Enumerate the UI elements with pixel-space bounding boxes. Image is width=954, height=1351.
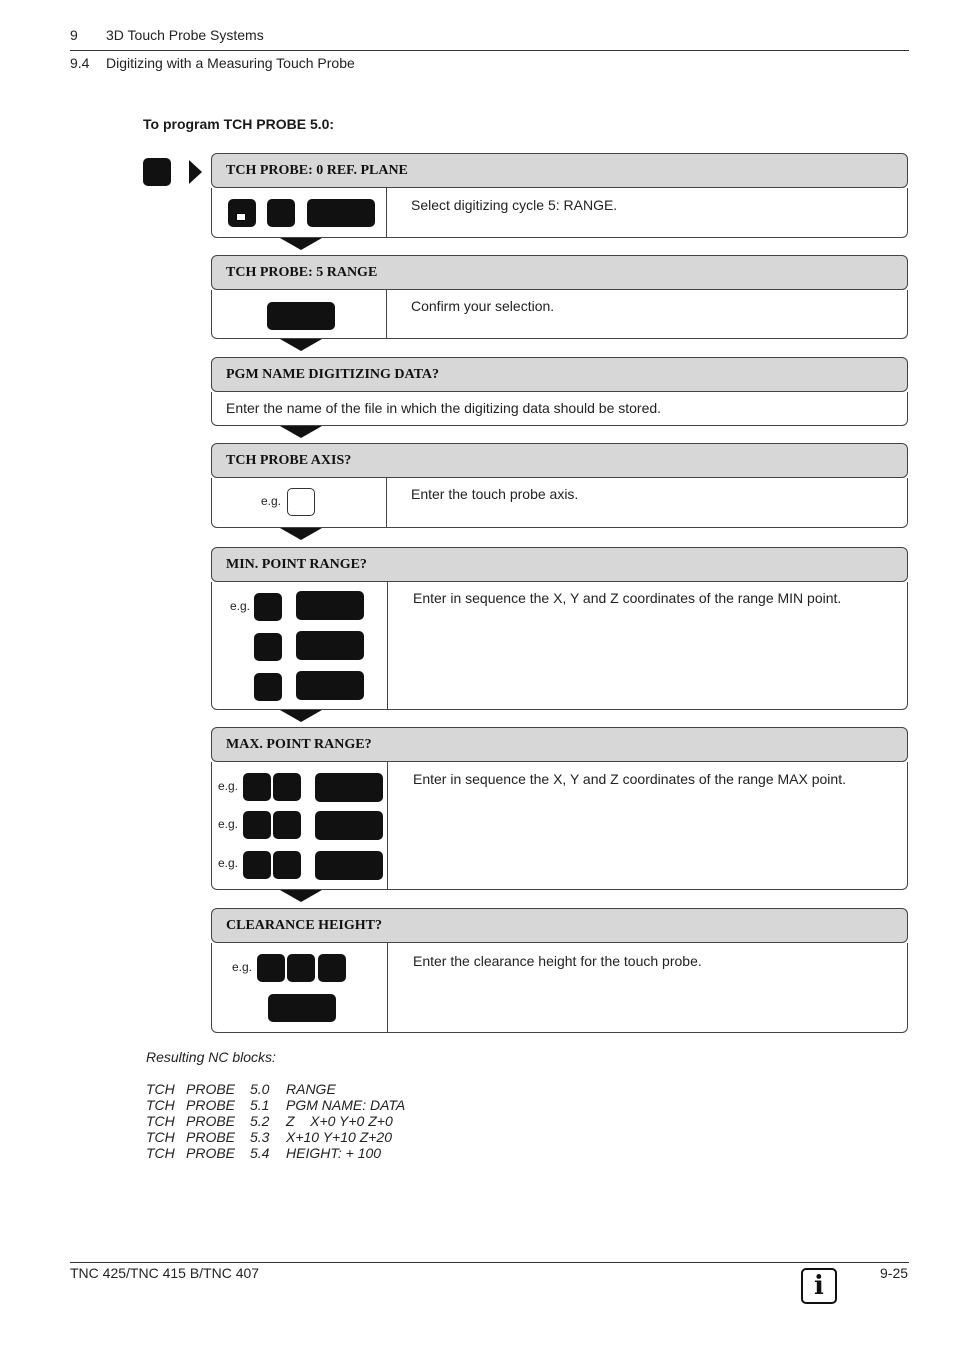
chapter-title: 3D Touch Probe Systems xyxy=(106,27,264,43)
key-icon xyxy=(273,811,301,839)
step5-desc: Enter in sequence the X, Y and Z coordinates of the range MIN point. xyxy=(413,590,842,606)
step7-dialog-head: CLEARANCE HEIGHT? xyxy=(211,908,908,943)
ent-key-icon xyxy=(268,994,336,1022)
key-icon xyxy=(243,773,271,801)
footer-rule xyxy=(70,1262,909,1263)
nc-line: TCH PROBE 5.4 HEIGHT: + 100 xyxy=(146,1145,382,1161)
step6-dialog-head: MAX. POINT RANGE? xyxy=(211,727,908,762)
step3-desc: Enter the name of the file in which the digitizing data should be stored. xyxy=(226,400,662,416)
footer-models: TNC 425/TNC 415 B/TNC 407 xyxy=(70,1265,260,1281)
key-icon xyxy=(254,633,282,661)
eg-label: e.g. xyxy=(232,960,253,974)
info-icon-glyph: i xyxy=(814,1271,824,1301)
key-icon xyxy=(243,811,271,839)
step4-dialog-head: TCH PROBE AXIS? xyxy=(211,443,908,478)
step2-desc: Confirm your selection. xyxy=(411,298,555,314)
key-icon xyxy=(243,851,271,879)
key-icon xyxy=(228,199,256,227)
step7-desc: Enter the clearance height for the touch probe. xyxy=(413,953,702,969)
key-icon xyxy=(267,199,295,227)
key-icon xyxy=(254,593,282,621)
key-icon xyxy=(273,851,301,879)
ent-key-icon xyxy=(296,591,364,620)
ent-key-icon xyxy=(296,631,364,660)
key-icon xyxy=(318,954,346,982)
nc-line: TCH PROBE 5.0 RANGE xyxy=(146,1081,336,1097)
step3-dialog-head: PGM NAME DIGITIZING DATA? xyxy=(211,357,908,392)
flow-arrow-icon xyxy=(280,339,322,351)
step2-body xyxy=(211,290,908,339)
step6-desc: Enter in sequence the X, Y and Z coordinates of the range MAX point. xyxy=(413,771,846,787)
axis-key-icon xyxy=(287,488,315,516)
step5-body xyxy=(211,582,908,710)
ent-key-icon xyxy=(267,302,335,330)
eg-label: e.g. xyxy=(261,494,282,508)
step1-body xyxy=(211,188,908,238)
info-icon xyxy=(801,1268,837,1304)
eg-label: e.g. xyxy=(218,779,239,793)
step5-dialog-head: MIN. POINT RANGE? xyxy=(211,547,908,582)
section-title: Digitizing with a Measuring Touch Probe xyxy=(106,55,355,71)
flow-arrow-icon xyxy=(280,890,322,902)
key-icon xyxy=(257,954,285,982)
step2-dialog-head: TCH PROBE: 5 RANGE xyxy=(211,255,908,290)
step3-body xyxy=(211,392,908,426)
nc-line: TCH PROBE 5.1 PGM NAME: DATA xyxy=(146,1097,406,1113)
nc-line: TCH PROBE 5.3 X+10 Y+10 Z+20 xyxy=(146,1129,392,1145)
nc-line: TCH PROBE 5.2 Z X+0 Y+0 Z+0 xyxy=(146,1113,393,1129)
flow-arrow-icon xyxy=(280,238,322,250)
step1-desc: Select digitizing cycle 5: RANGE. xyxy=(411,197,618,213)
eg-label: e.g. xyxy=(218,856,239,870)
step4-body xyxy=(211,478,908,528)
key-icon xyxy=(287,954,315,982)
step4-desc: Enter the touch probe axis. xyxy=(411,486,579,502)
eg-label: e.g. xyxy=(230,599,251,613)
step6-body xyxy=(211,762,908,890)
page-number: 9-25 xyxy=(880,1265,909,1281)
flow-arrow-icon xyxy=(280,528,322,540)
ent-key-icon xyxy=(315,851,383,880)
ent-key-icon xyxy=(296,671,364,700)
section-number: 9.4 xyxy=(70,55,90,71)
intro-title: To program TCH PROBE 5.0: xyxy=(143,116,335,132)
nc-blocks-title: Resulting NC blocks: xyxy=(146,1049,276,1065)
chapter-number: 9 xyxy=(70,27,78,43)
softkey-icon xyxy=(307,199,375,227)
step7-body xyxy=(211,943,908,1033)
tch-probe-key-icon xyxy=(143,158,171,186)
header-rule xyxy=(70,50,909,51)
flow-arrow-icon xyxy=(280,426,322,438)
flow-arrow-icon xyxy=(280,710,322,722)
key-icon xyxy=(254,673,282,701)
step1-dialog-head: TCH PROBE: 0 REF. PLANE xyxy=(211,153,908,188)
key-icon xyxy=(273,773,301,801)
eg-label: e.g. xyxy=(218,817,239,831)
ent-key-icon xyxy=(315,811,383,840)
ent-key-icon xyxy=(315,773,383,802)
arrow-right-icon xyxy=(189,160,203,184)
